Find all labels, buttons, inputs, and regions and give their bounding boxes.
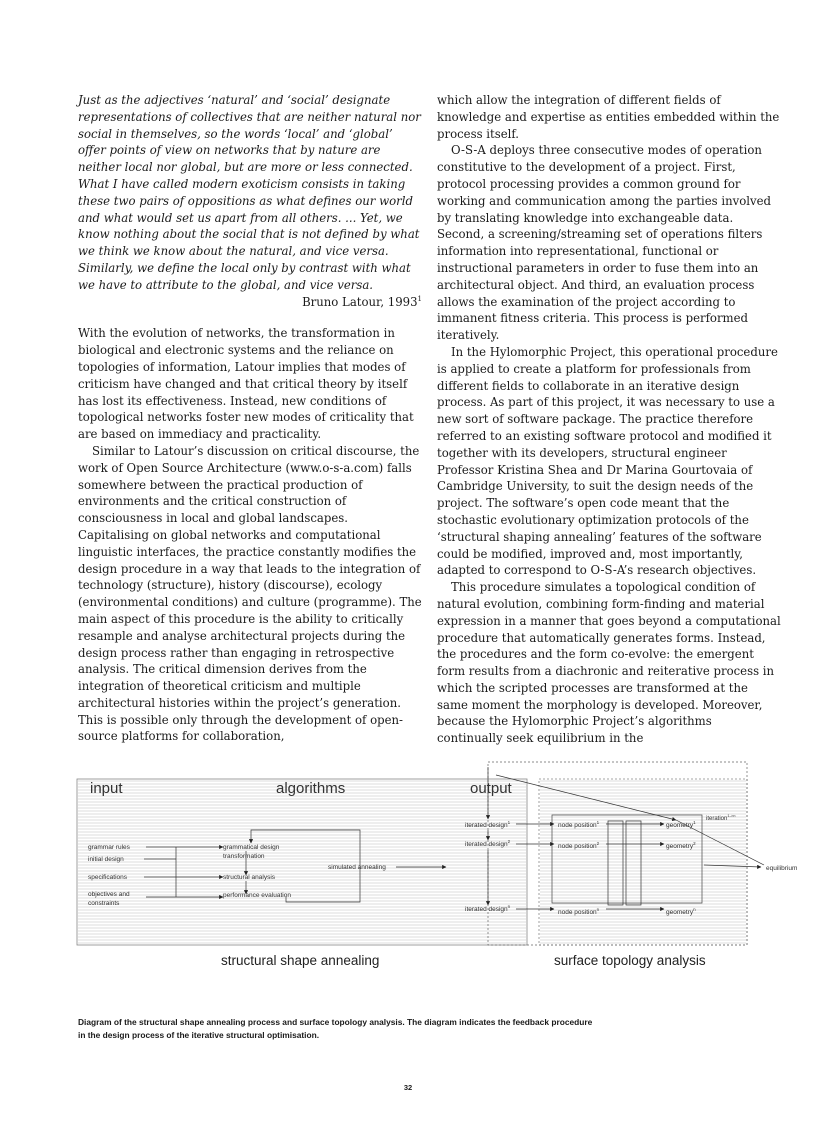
label-structural-shape-annealing: structural shape annealing bbox=[221, 953, 380, 968]
right-column bbox=[437, 92, 781, 747]
header-output: output bbox=[470, 780, 512, 797]
input-label: constraints bbox=[88, 900, 120, 907]
output-label: iterated design$^1$ bbox=[465, 820, 511, 829]
output-label: iterated design$^2$ bbox=[465, 839, 511, 848]
input-label: grammar rules bbox=[88, 844, 130, 851]
algorithm-label: simulated annealing bbox=[328, 864, 386, 871]
iteration-label: iteration$^{1->n}$ bbox=[706, 813, 736, 822]
algorithm-label: grammatical design bbox=[223, 844, 280, 851]
header-algorithms: algorithms bbox=[276, 780, 346, 797]
diagram-hatching-right bbox=[540, 781, 746, 943]
node-position-label: node position$^1$ bbox=[558, 820, 600, 829]
equilibrium-label: equilibrium bbox=[766, 865, 798, 872]
page-number: 32 bbox=[403, 1083, 413, 1092]
node-bar bbox=[608, 821, 623, 905]
geometry-label: geometry$^1$ bbox=[666, 820, 696, 829]
node-position-label: node position$^n$ bbox=[558, 907, 600, 916]
input-label: initial design bbox=[88, 856, 124, 863]
attribution-text: Bruno Latour, 1993 bbox=[302, 294, 418, 309]
geometry-label: geometry$^2$ bbox=[666, 841, 696, 850]
diagram-hatching-left bbox=[78, 781, 526, 943]
algorithm-label: performance evaluation bbox=[223, 892, 291, 899]
body-paragraph: With the evolution of networks, the transformation in biological and electronic systems and the reliance on topologies of information, Latour implies that modes of criticism have changed and that critical theory by itself has lost its effectiveness. Instead, new conditions of topological networks foster new modes of criticality that are based on immediacy and practicality. bbox=[78, 326, 414, 442]
geometry-label: geometry$^n$ bbox=[666, 907, 696, 916]
body-paragraph: This procedure simulates a topological condition of natural evolution, combining form-finding and material expression in a manner that goes beyond a computational procedure that automatically generates forms. Instead, the procedures and the form co-evolve: the emergent form results from a diachronic and reiterative process in which the scripted processes are transformed at the same moment the morphology is developed. Moreover, because the Hylomorphic Project’s algorithms continually seek equilibrium in the bbox=[437, 580, 781, 746]
process-diagram bbox=[76, 757, 798, 972]
label-surface-topology-analysis: surface topology analysis bbox=[554, 953, 706, 968]
algorithm-label: structural analysis bbox=[223, 874, 276, 881]
output-label: iterated design$^n$ bbox=[465, 904, 511, 913]
footnote-marker: 1 bbox=[417, 294, 422, 303]
body-paragraph: which allow the integration of different fields of knowledge and expertise as entities embedded within the process itself. bbox=[437, 93, 780, 141]
body-paragraph: In the Hylomorphic Project, this operational procedure is applied to create a platform for professionals from different fields to collaborate in an iterative design process. As part of this project, it was necessary to use a new sort of software package. The practice therefore referred to an existing software protocol and modified it together with its developers, structural engineer Professor Kristina Shea and Dr Marina Gourtovaia of Cambridge University, to suit the design needs of the project. The software’s open code meant that the stochastic evolutionary optimization protocols of the ‘structural shaping annealing’ features of the software could be modified, improved and, most importantly, adapted to correspond to O-S-A’s research objectives. bbox=[437, 344, 778, 578]
node-position-label: node position$^2$ bbox=[558, 841, 600, 850]
epigraph-quote: Just as the adjectives ‘natural’ and ‘social’ designate representations of collectives that are neither natural nor social in themselves, so the words ‘local’ and ‘global’ offer points of view on networks that by nature are neither local nor global, but are more or less connected. What I have called modern exoticism consists in taking these two pairs of oppositions as what defines our world and what would set us apart from all others. ... Yet, we know nothing about the social that is not defined by what we think we know about the natural, and vice versa. Similarly, we define the local only by contrast with what we have to attribute to the global, and vice versa. bbox=[78, 93, 421, 292]
body-paragraph: Similar to Latour’s discussion on critical discourse, the work of Open Source Architecture (www.o-s-a.com) falls somewhere between the practical production of environments and the critical construction of consciousness in local and global landscapes. Capitalising on global networks and computational linguistic interfaces, the practice constantly modifies the design procedure in a way that leads to the integration of technology (structure), history (discourse), ecology (environmental conditions) and culture (programme). The main aspect of this procedure is the ability to critically resample and analyse architectural projects during the design process rather than engaging in retrospective analysis. The critical dimension derives from the integration of theoretical criticism and multiple architectural histories within the project’s generation. This is possible only through the development of open-source platforms for collaboration, bbox=[78, 443, 422, 744]
figure-caption: Diagram of the structural shape annealing process and surface topology analysis. The diagram indicates the feedback procedure in the design process of the iterative structural optimisation. bbox=[78, 1017, 593, 1040]
left-column bbox=[78, 92, 422, 745]
body-paragraph: O-S-A deploys three consecutive modes of operation constitutive to the development of a project. First, protocol processing provides a common ground for working and communication among the parties involved by translating knowledge into exchangeable data. Second, a screening/streaming set of operations filters information into representational, functional or instructional parameters in order to fuse them into an architectural object. And third, an evaluation process allows the examination of the project according to immanent fitness criteria. This process is performed iteratively. bbox=[437, 143, 772, 343]
header-input: input bbox=[90, 780, 123, 797]
input-label: specifications bbox=[88, 874, 128, 881]
input-label: objectives and bbox=[88, 891, 130, 898]
node-bar bbox=[626, 821, 641, 905]
diagram-svg bbox=[76, 757, 798, 972]
algorithm-label: transformation bbox=[223, 853, 265, 860]
epigraph-attribution bbox=[78, 294, 422, 311]
